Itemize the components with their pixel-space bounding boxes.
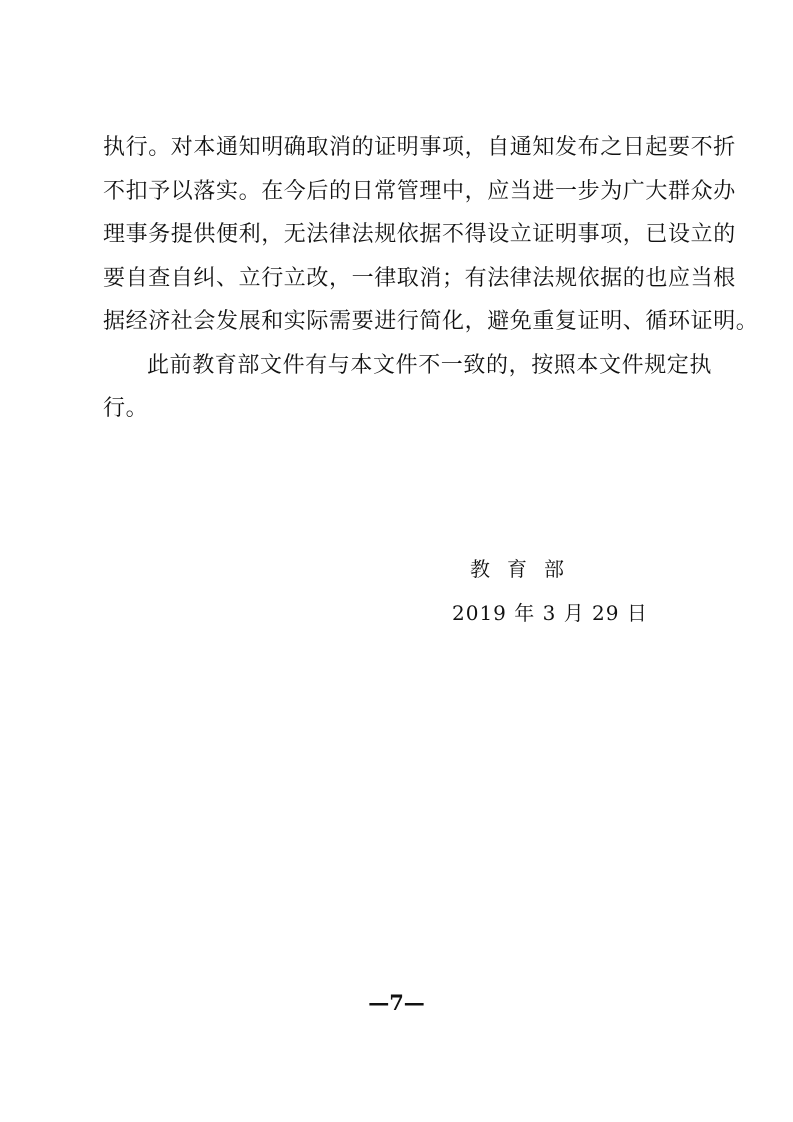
- body-text: [103, 126, 759, 431]
- text-line: 据经济社会发展和实际需要进行简化，避免重复证明、循环证明。: [103, 309, 759, 334]
- text-line: 不扣予以落实。在今后的日常管理中，应当进一步为广大群众办: [103, 178, 736, 204]
- signature-organization: 教育部: [470, 557, 581, 581]
- text-line: 行。: [103, 396, 149, 421]
- page-number: —7—: [368, 990, 425, 1015]
- paragraph-1: [103, 126, 759, 344]
- paragraph-2: [103, 344, 713, 431]
- text-line: 执行。对本通知明确取消的证明事项，自通知发布之日起要不折: [103, 135, 736, 160]
- signature-date: 2019 年 3 月 29 日: [452, 601, 648, 625]
- text-line: 此前教育部文件有与本文件不一致的，按照本文件规定执: [147, 352, 713, 378]
- text-line: 理事务提供便利，无法律法规依据不得设立证明事项，已设立的: [103, 222, 736, 247]
- text-line: 要自查自纠、立行立改，一律取消；有法律法规依据的也应当根: [103, 265, 736, 291]
